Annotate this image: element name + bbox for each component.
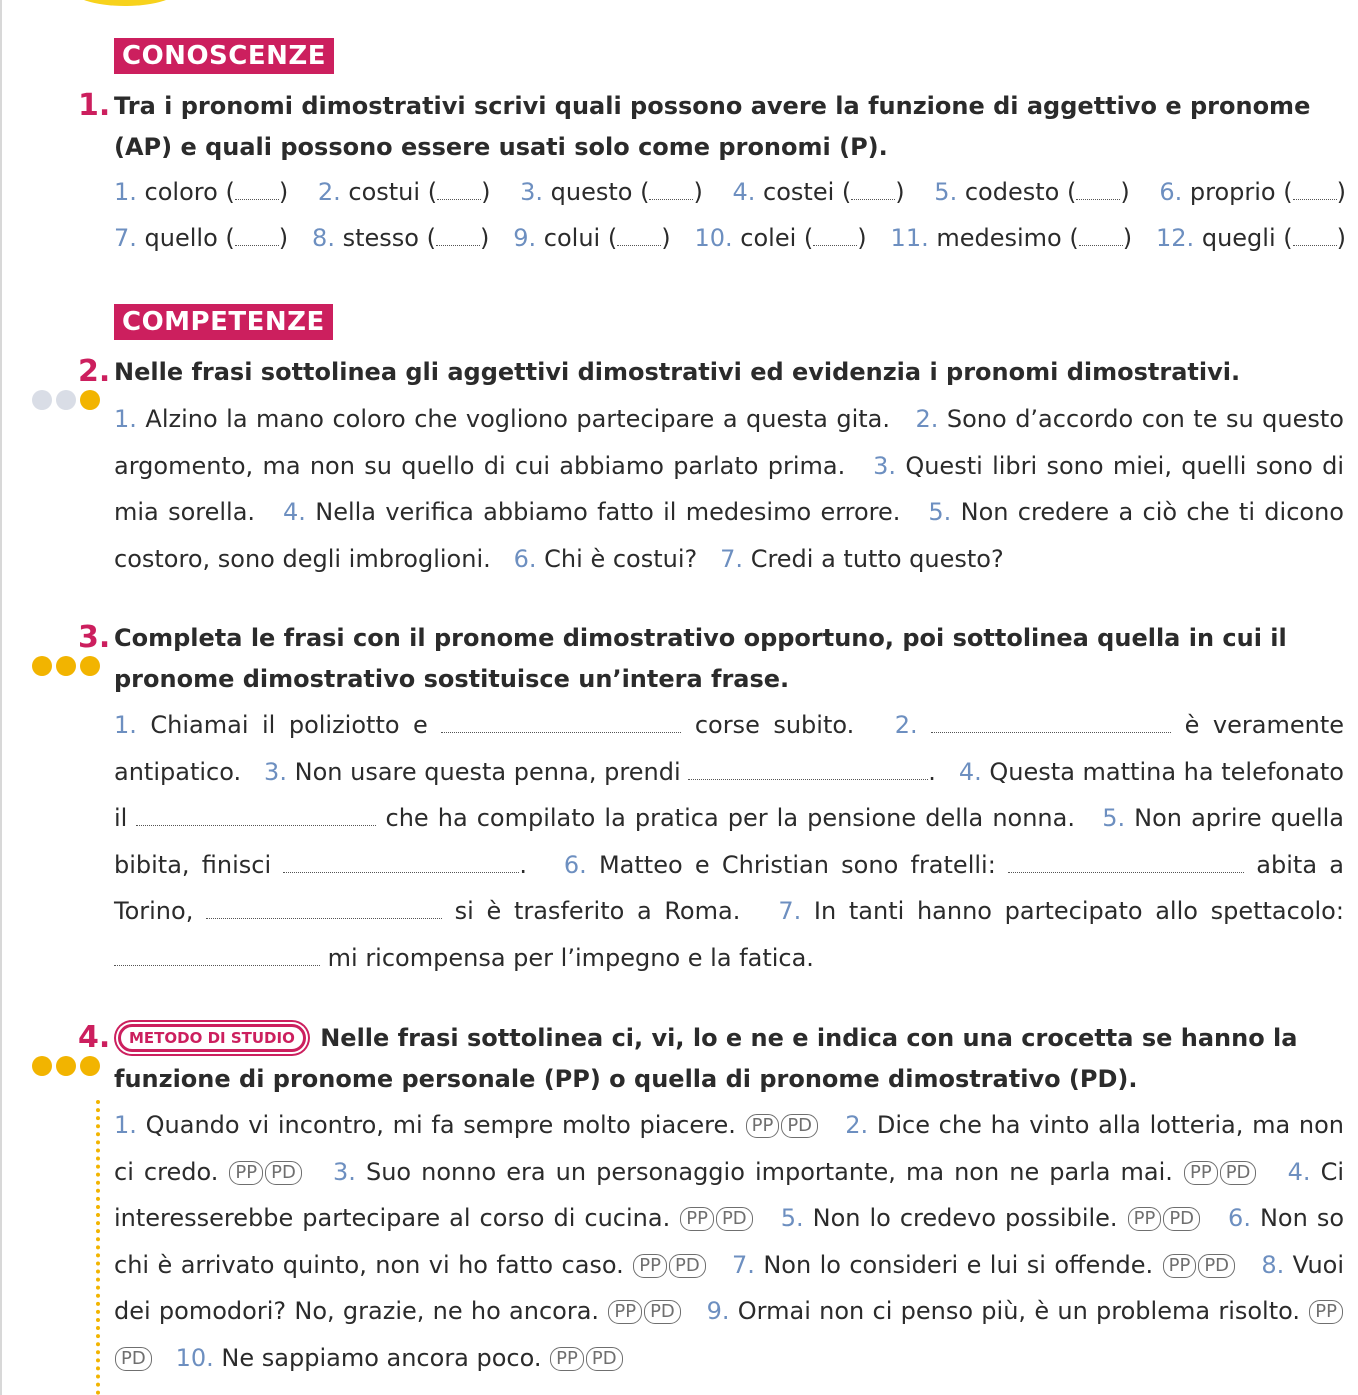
option-pd[interactable]: PD bbox=[1163, 1207, 1200, 1231]
difficulty-dot bbox=[32, 656, 52, 676]
answer-blank[interactable] bbox=[813, 225, 857, 246]
option-pd[interactable]: PD bbox=[669, 1254, 706, 1278]
exercise-1-number: 1. bbox=[78, 88, 111, 123]
option-pd[interactable]: PD bbox=[586, 1347, 623, 1371]
section-tag-conoscenze: CONOSCENZE bbox=[114, 38, 334, 74]
difficulty-dot bbox=[80, 1056, 100, 1076]
list-item: 11. medesimo ( ) bbox=[890, 224, 1133, 252]
answer-blank[interactable] bbox=[441, 710, 681, 733]
difficulty-indicator bbox=[32, 390, 100, 410]
list-item: 4. costei ( ) bbox=[732, 178, 905, 206]
list-item: 2. costui ( ) bbox=[317, 178, 491, 206]
list-item: 6. proprio ( ) bbox=[1159, 178, 1346, 206]
option-pp[interactable]: PP bbox=[608, 1300, 642, 1324]
answer-blank[interactable] bbox=[617, 225, 661, 246]
answer-blank[interactable] bbox=[437, 179, 481, 200]
dotted-guide-line bbox=[96, 1100, 100, 1395]
option-pp[interactable]: PP bbox=[746, 1114, 780, 1138]
decorative-sun-shape bbox=[70, 0, 180, 6]
option-pd[interactable]: PD bbox=[644, 1300, 681, 1324]
answer-blank[interactable] bbox=[649, 179, 693, 200]
exercise-1-row-2 bbox=[114, 224, 1346, 252]
option-pp[interactable]: PP bbox=[1163, 1254, 1197, 1278]
section-tag-competenze: COMPETENZE bbox=[114, 304, 333, 340]
difficulty-indicator bbox=[32, 656, 100, 676]
exercise-3-text: 1. Chiamai il poliziotto e corse subito. 2. è veramente antipatico. 3. Non usare questa penna, prendi . 4. Questa mattina ha telefonato il che ha compilato la pratica per la pensione della nonna. 5. Non aprire quella bibita, finisci . 6. Matteo e Christian sono fratelli: abita a Torino, si è trasferito a Roma. 7. In tanti hanno partecipato allo spettacolo: mi ricompensa per l’impegno e la fatica. bbox=[114, 711, 1344, 972]
answer-blank[interactable] bbox=[1293, 179, 1337, 200]
answer-blank[interactable] bbox=[136, 803, 376, 826]
option-pd[interactable]: PD bbox=[716, 1207, 753, 1231]
exercise-4-text: 1. Quando vi incontro, mi fa sempre molto piacere. PP PD 2. Dice che ha vinto alla lotteria, ma non ci credo. PP PD 3. Suo nonno era un personaggio importante, ma non ne parla mai. PP PD 4. Ci interesserebbe partecipare al corso di cucina. PP PD 5. Non lo credevo possibile. PP PD 6. Non so chi è arrivato quinto, non vi ho fatto caso. PP PD 7. Non lo consideri e lui si offende. PP PD 8. Vuoi dei pomodori? No, grazie, ne ho ancora. PP PD 9. Ormai non ci penso più, è un problema risolto. PPPD 10. Ne sappiamo ancora poco. PP PD bbox=[114, 1111, 1345, 1372]
answer-blank[interactable] bbox=[235, 225, 279, 246]
page-edge-line bbox=[0, 0, 2, 1395]
option-pp[interactable]: PP bbox=[550, 1347, 584, 1371]
difficulty-dot bbox=[80, 656, 100, 676]
answer-blank[interactable] bbox=[1076, 179, 1120, 200]
exercise-2-text: 1. Alzino la mano coloro che vogliono partecipare a questa gita. 2. Sono d’accordo con te su questo argomento, ma non su quello di cui abbiamo parlato prima. 3. Questi libri sono miei, quelli sono di mia sorella. 4. Nella verifica abbiamo fatto il medesimo errore. 5. Non credere a ciò che ti dicono costoro, sono degli imbroglioni. 6. Chi è costui? 7. Credi a tutto questo? bbox=[114, 405, 1345, 573]
exercise-1-row-1 bbox=[114, 178, 1346, 206]
exercise-3-instruction: Completa le frasi con il pronome dimostrativo opportuno, poi sottolinea quella in cui il pronome dimostrativo sostituisce un’intera frase. bbox=[114, 624, 1287, 693]
option-pp[interactable]: PP bbox=[229, 1161, 263, 1185]
list-item: 3. questo ( ) bbox=[520, 178, 703, 206]
exercise-4-instruction: METODO DI STUDIO Nelle frasi sottolinea ci, vi, lo e ne e indica con una crocetta se hanno la funzione di pronome personale (PP) o quella di pronome dimostrativo (PD). bbox=[114, 1024, 1298, 1093]
answer-blank[interactable] bbox=[235, 179, 279, 200]
option-pp[interactable]: PP bbox=[1184, 1161, 1218, 1185]
answer-blank[interactable] bbox=[1079, 225, 1123, 246]
answer-blank[interactable] bbox=[688, 757, 928, 780]
list-item: 10. colei ( ) bbox=[694, 224, 867, 252]
list-item: 7. quello ( ) bbox=[114, 224, 289, 252]
difficulty-indicator bbox=[32, 1056, 100, 1076]
option-pp[interactable]: PP bbox=[680, 1207, 714, 1231]
difficulty-dot bbox=[32, 1056, 52, 1076]
difficulty-dot bbox=[80, 390, 100, 410]
option-pp[interactable]: PP bbox=[1309, 1300, 1343, 1324]
answer-blank[interactable] bbox=[1293, 225, 1337, 246]
option-pd[interactable]: PD bbox=[1198, 1254, 1235, 1278]
option-pp[interactable]: PP bbox=[633, 1254, 667, 1278]
answer-blank[interactable] bbox=[114, 943, 320, 966]
exercise-4-number: 4. bbox=[78, 1020, 111, 1055]
answer-blank[interactable] bbox=[206, 896, 442, 919]
exercise-2-instruction: Nelle frasi sottolinea gli aggettivi dimostrativi ed evidenzia i pronomi dimostrativi. bbox=[114, 358, 1241, 386]
answer-blank[interactable] bbox=[436, 225, 480, 246]
option-pd[interactable]: PD bbox=[265, 1161, 302, 1185]
difficulty-dot bbox=[56, 656, 76, 676]
exercise-2-number: 2. bbox=[78, 354, 111, 389]
answer-blank[interactable] bbox=[1008, 850, 1244, 873]
difficulty-dot bbox=[56, 1056, 76, 1076]
answer-blank[interactable] bbox=[931, 710, 1171, 733]
list-item: 8. stesso ( ) bbox=[312, 224, 490, 252]
exercise-1-instruction: Tra i pronomi dimostrativi scrivi quali possono avere la funzione di aggettivo e pronome (AP) e quali possono essere usati solo come pronomi (P). bbox=[114, 92, 1311, 161]
difficulty-dot bbox=[32, 390, 52, 410]
list-item: 9. colui ( ) bbox=[513, 224, 671, 252]
difficulty-dot bbox=[56, 390, 76, 410]
study-method-badge: METODO DI STUDIO bbox=[118, 1024, 306, 1052]
option-pd[interactable]: PD bbox=[781, 1114, 818, 1138]
answer-blank[interactable] bbox=[283, 850, 519, 873]
list-item: 12. quegli ( ) bbox=[1156, 224, 1346, 252]
option-pp[interactable]: PP bbox=[1128, 1207, 1162, 1231]
exercise-3-number: 3. bbox=[78, 620, 111, 655]
list-item: 1. coloro ( ) bbox=[114, 178, 289, 206]
answer-blank[interactable] bbox=[851, 179, 895, 200]
list-item: 5. codesto ( ) bbox=[934, 178, 1130, 206]
option-pd[interactable]: PD bbox=[115, 1347, 152, 1371]
option-pd[interactable]: PD bbox=[1220, 1161, 1257, 1185]
